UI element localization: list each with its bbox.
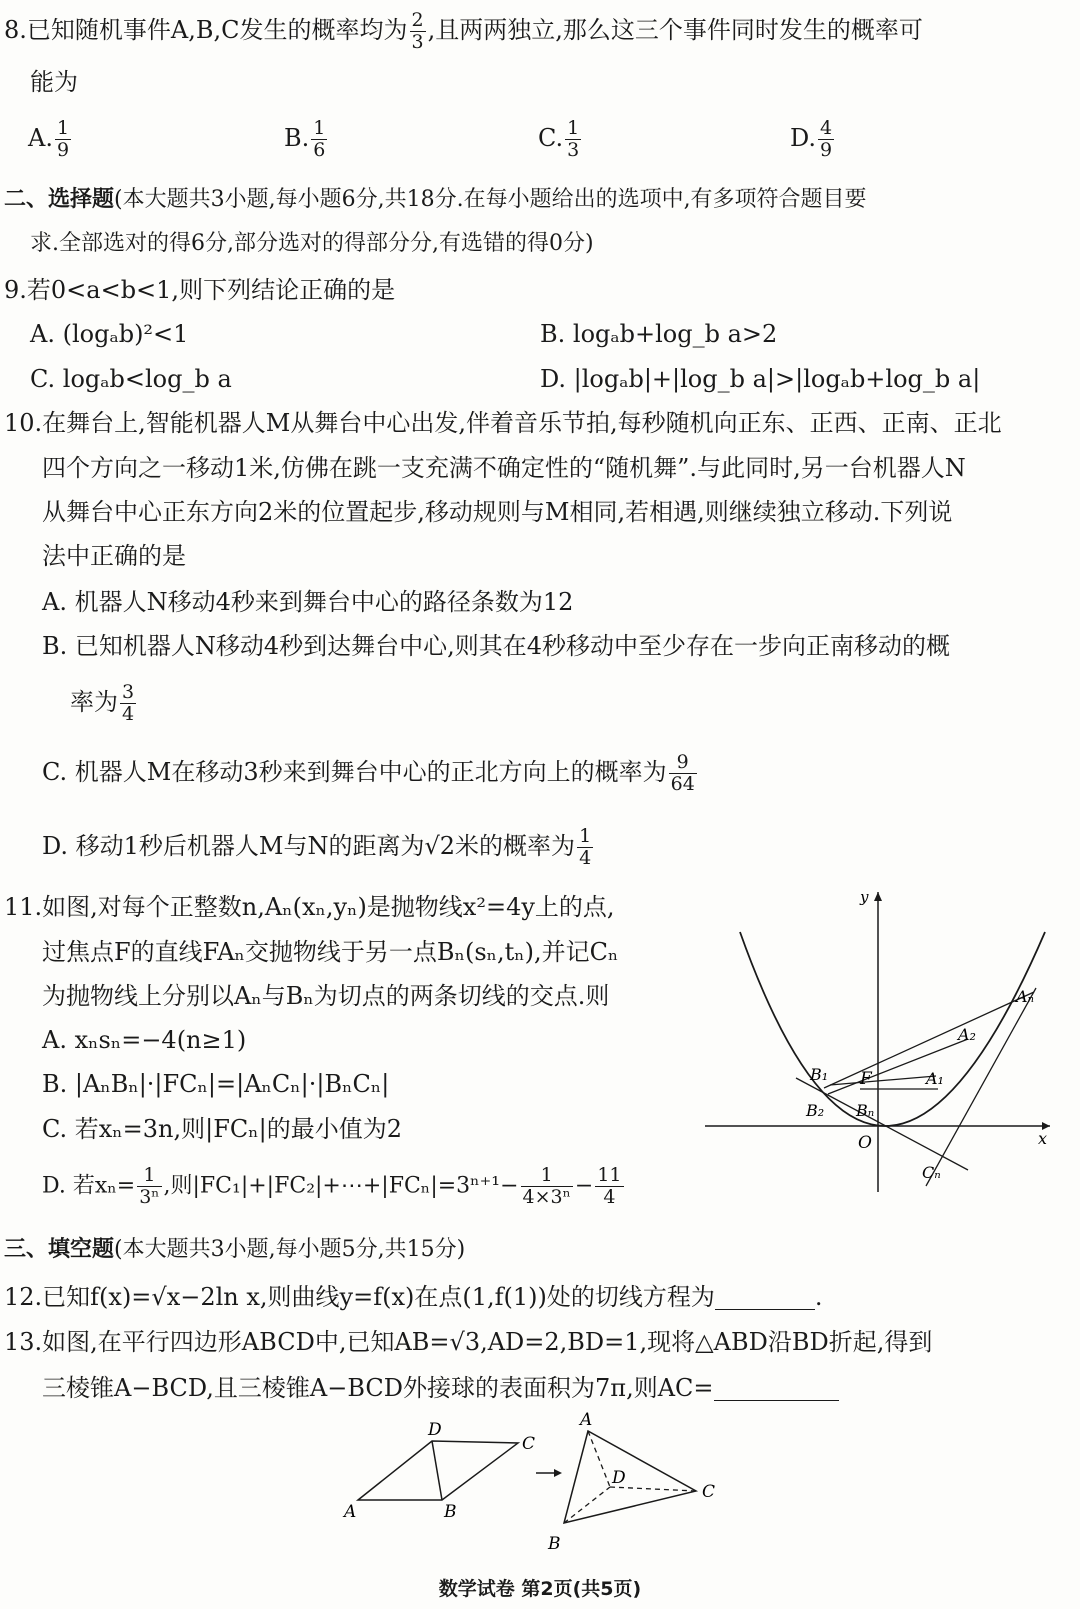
q13-line2 (42, 1376, 839, 1401)
tetrahedron-outline (564, 1431, 696, 1523)
label-a-folded: A (580, 1410, 593, 1430)
q8-option-a-key: A. (28, 123, 53, 152)
label-a: A (344, 1502, 357, 1522)
label-a1: A₁ (926, 1069, 944, 1088)
q10-line3: 从舞台中心正东方向2米的位置起步,移动规则与M相同,若相遇,则继续独立移动.下列说 (42, 498, 953, 526)
q10-d-num: 1 (579, 825, 592, 847)
q8-option-d-key: D. (790, 123, 817, 152)
q11-line1: 11.如图,对每个正整数n,Aₙ(xₙ,yₙ)是抛物线x²=4y上的点, (4, 893, 615, 921)
label-b2: B₂ (806, 1101, 825, 1120)
section2-desc-1: (本大题共3小题,每小题6分,共18分.在每小题给出的选项中,有多项符合题目要 (114, 187, 867, 212)
chord-a2-b2 (828, 1039, 968, 1094)
q8-option-d-num: 4 (820, 117, 833, 139)
label-b: B (444, 1502, 457, 1522)
fold-arrow-icon (554, 1469, 562, 1477)
q8-option-b-den: 6 (313, 138, 326, 161)
q12-line (4, 1285, 823, 1310)
q8-option-a (28, 118, 73, 161)
q11-line3: 为抛物线上分别以Aₙ与Bₙ为切点的两条切线的交点.则 (42, 982, 610, 1010)
q10-b-text: 率为 (70, 687, 118, 716)
y-axis-arrow-icon (874, 892, 882, 901)
tangent-at-bn (796, 1078, 968, 1170)
q8-option-d-den: 9 (820, 138, 833, 161)
q10-line2: 四个方向之一移动1米,仿佛在跳一支充满不确定性的“随机舞”.与此同时,另一台机器人N (42, 454, 966, 482)
page-footer: 数学试卷 第2页(共5页) (438, 1578, 642, 1600)
label-cn: Cₙ (922, 1163, 941, 1182)
q10-d-den: 4 (579, 846, 592, 869)
q10-c-text: C. 机器人M在移动3秒来到舞台中心的正北方向上的概率为 (42, 757, 667, 786)
label-x: x (1038, 1129, 1048, 1148)
label-o: O (858, 1133, 872, 1153)
q8-stem-b: ,且两两独立,那么这三个事件同时发生的概率可 (427, 15, 923, 44)
q8-option-a-den: 9 (56, 138, 70, 161)
q8-option-d (790, 118, 836, 161)
q8-option-a-num: 1 (56, 117, 70, 139)
q11-d-text-b: ,则|FC₁|+|FC₂|+⋯+|FCₙ|=3ⁿ⁺¹− (163, 1173, 519, 1199)
q11-d-f1-den: 3ⁿ (139, 1185, 160, 1208)
q11-d-f3-num: 11 (597, 1164, 622, 1186)
q8-option-b-num: 1 (313, 117, 326, 139)
q8-frac-den: 3 (411, 30, 424, 53)
q11-d-f1-num: 1 (137, 1165, 161, 1187)
q8-option-c (538, 118, 583, 161)
q10-line1: 10.在舞台上,智能机器人M从舞台中心出发,伴着音乐节拍,每秒随机向正东、正西、正南、正北 (4, 409, 1002, 437)
diagonal-bd (432, 1441, 442, 1500)
label-b1: B₁ (810, 1065, 829, 1084)
label-an: Aₙ (1016, 987, 1035, 1006)
q11-d-f3-den: 4 (603, 1185, 616, 1208)
q8-option-b (284, 118, 329, 161)
q11-option-d (42, 1165, 626, 1208)
q11-d-text-c: − (574, 1173, 594, 1199)
label-d-folded: D (612, 1468, 626, 1488)
q8-option-c-num: 1 (567, 117, 580, 139)
q9-stem: 9.若0<a<b<1,则下列结论正确的是 (4, 276, 396, 304)
q11-d-text-a: D. 若xₙ= (42, 1173, 136, 1199)
q10-option-b-cont (70, 682, 138, 725)
q11-option-c: C. 若xₙ=3n,则|FCₙ|的最小值为2 (42, 1115, 402, 1143)
q10-d-text: D. 移动1秒后机器人M与N的距离为√2米的概率为 (42, 831, 576, 860)
q8-frac-num: 2 (411, 9, 424, 31)
q10-option-d (42, 826, 595, 869)
label-y: y (860, 888, 869, 906)
q9-option-a: A. (logₐb)²<1 (30, 320, 189, 348)
q13-line1: 13.如图,在平行四边形ABCD中,已知AB=√3,AD=2,BD=1,现将△ABD沿BD折起,得到 (4, 1328, 933, 1356)
label-c: C (522, 1434, 536, 1454)
q13-text: 三棱锥A−BCD,且三棱锥A−BCD外接球的表面积为7π,则AC= (42, 1374, 714, 1402)
section3-desc: (本大题共3小题,每小题5分,共15分) (114, 1237, 466, 1262)
q10-c-den: 64 (670, 772, 695, 795)
q8-line2: 能为 (30, 68, 78, 96)
section3-line (4, 1238, 465, 1261)
label-a2: A₂ (958, 1025, 976, 1044)
q12-answer-blank[interactable] (715, 1285, 815, 1310)
q10-c-num: 9 (669, 752, 697, 774)
section2-desc-2: 求.全部选对的得6分,部分选对的得部分分,有选错的得0分) (30, 231, 594, 256)
q13-figure (330, 1405, 730, 1575)
label-b-folded: B (548, 1534, 561, 1554)
q11-option-b: B. |AₙBₙ|·|FCₙ|=|AₙCₙ|·|BₙCₙ| (42, 1070, 390, 1098)
q10-option-b: B. 已知机器人N移动4秒到达舞台中心,则其在4秒移动中至少存在一步向正南移动的概 (42, 632, 951, 660)
q11-d-f2-num: 1 (521, 1165, 573, 1187)
q12-end: . (814, 1283, 823, 1311)
q9-option-d: D. |logₐb|+|log_b a|>|logₐb+log_b a| (540, 365, 981, 393)
section2-title: 二、选择题 (4, 186, 115, 212)
q8-option-c-den: 3 (567, 138, 580, 161)
section2-line1 (4, 188, 867, 211)
q8-fraction (410, 10, 426, 53)
q11-parabola-figure (700, 880, 1060, 1200)
section3-title: 三、填空题 (4, 1236, 115, 1262)
q13-answer-blank[interactable] (714, 1376, 839, 1401)
q11-line2: 过焦点F的直线FAₙ交抛物线于另一点Bₙ(sₙ,tₙ),并记Cₙ (42, 938, 619, 966)
q11-option-a: A. xₙsₙ=−4(n≥1) (42, 1026, 247, 1054)
label-c-folded: C (702, 1482, 716, 1502)
q10-option-c (42, 752, 699, 795)
q8-line1 (4, 10, 923, 53)
parallelogram-abcd (358, 1441, 518, 1500)
q10-line4: 法中正确的是 (42, 542, 186, 570)
label-f: F (860, 1069, 872, 1089)
q12-text: 12.已知f(x)=√x−2ln x,则曲线y=f(x)在点(1,f(1))处的切线方程为 (4, 1283, 715, 1311)
parabola-curve (740, 932, 1045, 1126)
q8-option-c-key: C. (538, 123, 564, 152)
q9-option-c: C. logₐb<log_b a (30, 365, 232, 393)
q11-d-f2-den: 4×3ⁿ (522, 1185, 571, 1208)
q9-option-b: B. logₐb+log_b a>2 (540, 320, 778, 348)
q10-option-a: A. 机器人N移动4秒来到舞台中心的路径条数为12 (42, 588, 574, 616)
q10-b-den: 4 (122, 702, 135, 725)
edge-ad-dashed (588, 1431, 610, 1487)
label-bn: Bₙ (856, 1101, 875, 1120)
q8-stem-a: 8.已知随机事件A,B,C发生的概率均为 (4, 15, 408, 44)
q10-b-num: 3 (122, 681, 135, 703)
label-d: D (428, 1420, 442, 1440)
q8-option-b-key: B. (284, 123, 310, 152)
